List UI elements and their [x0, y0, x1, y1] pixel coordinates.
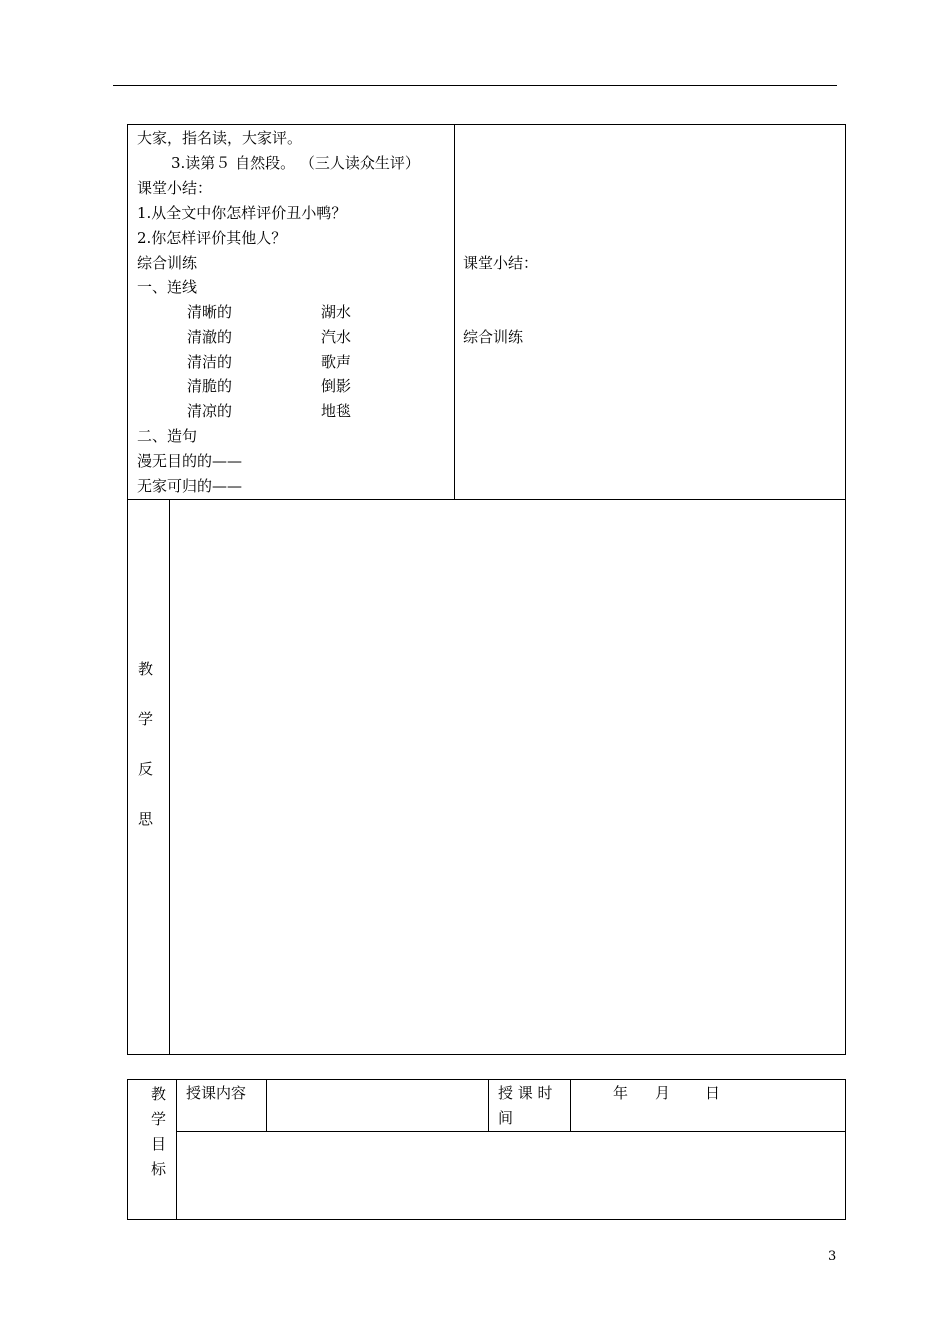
column-divider: [454, 125, 455, 499]
lesson-table: [127, 124, 846, 1055]
header-rule: [113, 85, 837, 86]
match-left-4: 清脆的: [187, 377, 233, 395]
line-1: 大家，指名读，大家评。: [137, 129, 303, 147]
side-char-2: 学: [151, 1110, 167, 1128]
content-label-divider: [266, 1080, 267, 1131]
match-right-3: 歌声: [321, 353, 352, 371]
line-9: 漫无目的的——: [137, 452, 243, 470]
date-day: 日: [705, 1084, 721, 1102]
match-right-4: 倒影: [321, 377, 352, 395]
line-7: 一、连线: [137, 278, 198, 296]
summary-label: 课堂小结：: [463, 254, 539, 272]
match-right-2: 汽水: [321, 328, 352, 346]
objectives-table: [127, 1079, 846, 1220]
line-6: 综合训练: [137, 254, 198, 272]
time-label-divider: [570, 1080, 571, 1131]
time-label-line-1: 授 课 时: [498, 1084, 553, 1102]
reflection-char-3: 反: [138, 760, 154, 778]
date-month: 月: [655, 1084, 671, 1102]
row-divider: [128, 499, 845, 500]
side-char-1: 教: [151, 1085, 167, 1103]
line-8: 二、造句: [137, 427, 198, 445]
side-char-3: 目: [151, 1135, 167, 1153]
match-right-5: 地毯: [321, 402, 352, 420]
line-3: 课堂小结：: [137, 179, 213, 197]
reflection-char-4: 思: [138, 810, 154, 828]
line-4: 1.从全文中你怎样评价丑小鸭？: [137, 204, 347, 222]
header-row-divider: [176, 1131, 845, 1132]
match-right-1: 湖水: [321, 303, 352, 321]
match-left-5: 清凉的: [187, 402, 233, 420]
content-label: 授课内容: [186, 1084, 247, 1102]
line-5: 2.你怎样评价其他人？: [137, 229, 287, 247]
training-label: 综合训练: [463, 328, 524, 346]
reflection-char-2: 学: [138, 710, 154, 728]
reflection-divider: [169, 499, 170, 1054]
match-left-1: 清晰的: [187, 303, 233, 321]
line-10: 无家可归的——: [137, 477, 243, 495]
content-value-divider: [488, 1080, 489, 1131]
reflection-char-1: 教: [138, 660, 154, 678]
side-divider: [176, 1080, 177, 1219]
match-left-3: 清洁的: [187, 353, 233, 371]
page-number: 3: [828, 1249, 837, 1264]
line-2: 3.读第５ 自然段。 （三人读众生评）: [171, 154, 420, 172]
side-char-4: 标: [151, 1160, 167, 1178]
date-year: 年: [613, 1084, 629, 1102]
match-left-2: 清澈的: [187, 328, 233, 346]
time-label-line-2: 间: [498, 1109, 514, 1127]
